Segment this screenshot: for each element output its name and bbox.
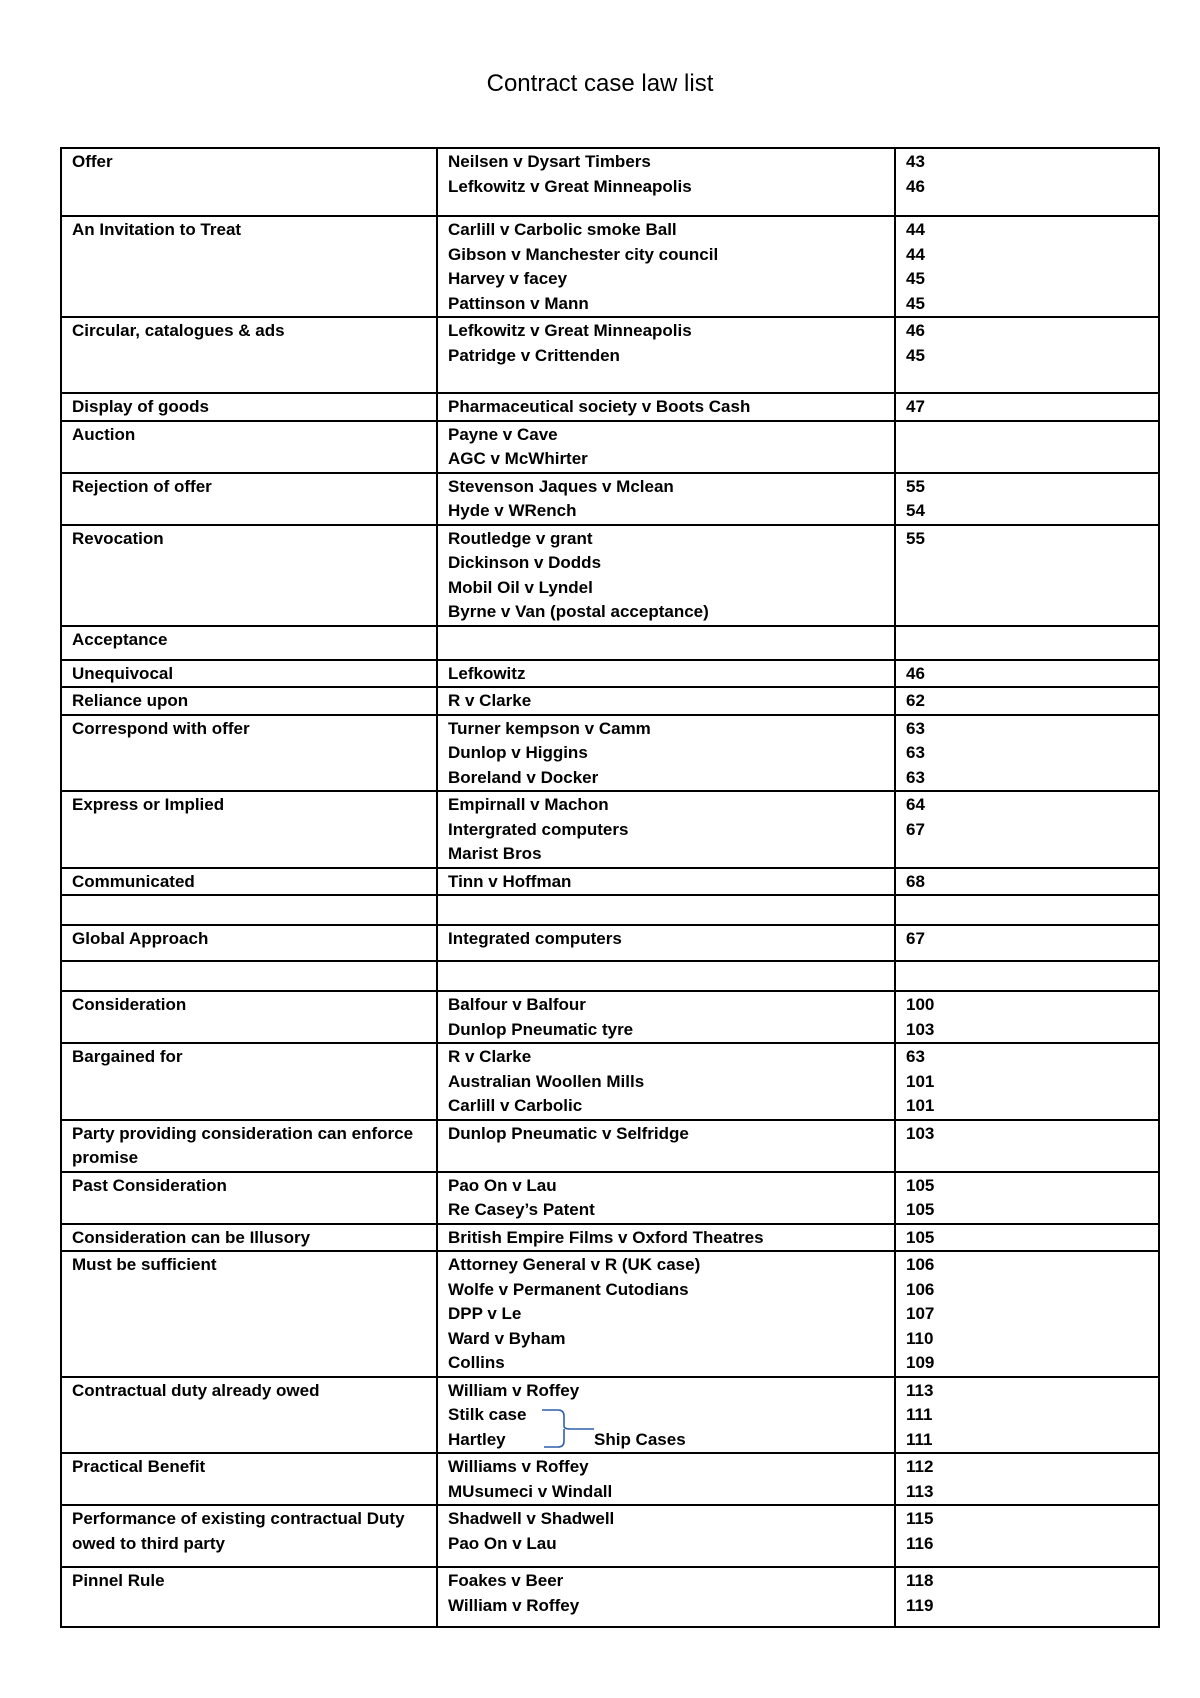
page-number: 64 — [906, 795, 925, 814]
table-row — [61, 317, 1159, 393]
case-name: Harvey v facey — [448, 269, 568, 288]
case-name: AGC v McWhirter — [448, 449, 588, 468]
page-number: 44 — [906, 220, 925, 239]
topic-cell: Consideration can be Illusory — [61, 1224, 437, 1252]
page-number: 106 — [906, 1279, 935, 1299]
case-name: Pattinson v Mann — [448, 293, 589, 313]
table-row — [61, 991, 1159, 1043]
cases-cell — [437, 317, 895, 393]
case-name: Byrne v Van (postal acceptance) — [448, 602, 709, 621]
pages-cell — [895, 1453, 1159, 1505]
table-row — [61, 148, 1159, 216]
pages-cell — [895, 868, 1159, 896]
pages-cell — [895, 1377, 1159, 1454]
topic-cell: Practical Benefit — [61, 1453, 437, 1505]
cases-cell — [437, 791, 895, 868]
topic-cell: Auction — [61, 421, 437, 473]
table-row — [61, 791, 1159, 868]
page-number: 67 — [906, 929, 925, 948]
case-name: Hyde v WRench — [448, 501, 577, 520]
table-row — [61, 1567, 1159, 1627]
case-name: Lefkowitz — [448, 663, 526, 683]
pages-cell — [895, 216, 1159, 317]
case-name: Dickinson v Dodds — [448, 553, 602, 572]
cases-cell — [437, 1453, 895, 1505]
table-row — [61, 1377, 1159, 1454]
case-name: Ward v Byham — [448, 1328, 566, 1348]
topic-cell: Offer — [61, 148, 437, 216]
page-number: 55 — [906, 528, 925, 548]
page-number: 116 — [906, 1533, 934, 1553]
page-number: 43 — [906, 152, 925, 171]
brace-annotation-icon — [540, 1407, 596, 1451]
topic-cell: Bargained for — [61, 1043, 437, 1120]
pages-cell — [895, 791, 1159, 868]
case-name: R v Clarke — [448, 691, 532, 710]
topic-cell: Unequivocal — [61, 660, 437, 688]
page-number: 112 — [906, 1457, 934, 1476]
topic-cell: Circular, catalogues & ads — [61, 317, 437, 393]
table-row — [61, 687, 1159, 715]
topic-cell: Correspond with offer — [61, 715, 437, 792]
page-number: 105 — [906, 1227, 935, 1247]
blank-row — [61, 961, 1159, 991]
pages-cell — [895, 1172, 1159, 1224]
case-name: Williams v Roffey — [448, 1457, 589, 1476]
pages-cell — [895, 525, 1159, 626]
cases-cell — [437, 148, 895, 216]
pages-cell — [895, 421, 1159, 473]
case-name: Stilk case — [448, 1405, 527, 1424]
page-number: 55 — [906, 476, 925, 496]
case-name: Dunlop Pneumatic v Selfridge — [448, 1123, 689, 1143]
page-number: 63 — [906, 1047, 925, 1066]
case-name: MUsumeci v Windall — [448, 1481, 613, 1501]
case-name: Wolfe v Permanent Cutodians — [448, 1279, 689, 1299]
case-name: Patridge v Crittenden — [448, 345, 620, 365]
page-number: 54 — [906, 501, 925, 520]
cases-cell — [437, 525, 895, 626]
case-name: Australian Woollen Mills — [448, 1071, 645, 1091]
topic-cell: Pinnel Rule — [61, 1567, 437, 1627]
case-name: Routledge v grant — [448, 528, 593, 548]
case-name: Boreland v Docker — [448, 767, 599, 787]
case-name: Balfour v Balfour — [448, 995, 586, 1014]
table-row — [61, 1251, 1159, 1377]
topic-cell: Acceptance — [61, 626, 437, 660]
cases-cell — [437, 868, 895, 896]
pages-cell — [895, 317, 1159, 393]
page-number: 44 — [906, 244, 925, 264]
page-number: 110 — [906, 1328, 934, 1348]
case-name: R v Clarke — [448, 1047, 532, 1066]
case-name: Foakes v Beer — [448, 1571, 564, 1590]
page-number: 46 — [906, 176, 925, 196]
case-name: Collins — [448, 1353, 505, 1372]
page-number: 101 — [906, 1071, 935, 1091]
topic-cell: Party providing consideration can enforce promise — [61, 1120, 437, 1172]
cases-cell — [437, 687, 895, 715]
page-number: 63 — [906, 743, 925, 762]
topic-cell: Express or Implied — [61, 791, 437, 868]
page-number: 45 — [906, 293, 925, 313]
case-name: Payne v Cave — [448, 424, 558, 444]
page-number: 103 — [906, 1019, 935, 1039]
pages-cell — [895, 715, 1159, 792]
table-row — [61, 1505, 1159, 1567]
table-row — [61, 393, 1159, 421]
page-number: 68 — [906, 871, 925, 891]
case-law-table — [60, 147, 1160, 1628]
page-title: Contract case law list — [486, 70, 714, 97]
page-number: 45 — [906, 345, 925, 365]
case-name: Integrated computers — [448, 929, 622, 948]
page-number: 118 — [906, 1571, 934, 1590]
page-number: 63 — [906, 718, 925, 738]
case-name: Pao On v Lau — [448, 1533, 557, 1553]
case-name: Carlill v Carbolic — [448, 1096, 583, 1115]
topic-cell: Rejection of offer — [61, 473, 437, 525]
blank-row — [61, 895, 1159, 925]
page-number: 106 — [906, 1255, 935, 1274]
case-name: Neilsen v Dysart Timbers — [448, 152, 651, 171]
topic-cell: Contractual duty already owed — [61, 1377, 437, 1454]
case-name: Empirnall v Machon — [448, 795, 609, 814]
page-number: 63 — [906, 767, 925, 787]
page-number: 67 — [906, 819, 925, 839]
topic-cell: An Invitation to Treat — [61, 216, 437, 317]
cases-cell — [437, 715, 895, 792]
page-number: 103 — [906, 1123, 935, 1143]
page-number: 105 — [906, 1200, 935, 1219]
case-name: Pao On v Lau — [448, 1175, 557, 1195]
table-row — [61, 868, 1159, 896]
pages-cell — [895, 148, 1159, 216]
cases-cell — [437, 660, 895, 688]
page-number: 111 — [906, 1429, 933, 1449]
cases-cell — [437, 421, 895, 473]
case-name: British Empire Films v Oxford Theatres — [448, 1227, 764, 1247]
case-name: Lefkowitz v Great Minneapolis — [448, 176, 692, 196]
ship-cases-annotation: Ship Cases — [594, 1429, 686, 1449]
page-number: 45 — [906, 269, 925, 288]
topic-cell: Communicated — [61, 868, 437, 896]
pages-cell — [895, 925, 1159, 961]
table-row — [61, 216, 1159, 317]
case-name: Hartley — [448, 1429, 506, 1449]
pages-cell — [895, 393, 1159, 421]
case-name: Dunlop Pneumatic tyre — [448, 1019, 634, 1039]
page-number: 113 — [906, 1380, 934, 1400]
pages-cell — [895, 991, 1159, 1043]
case-name: Carlill v Carbolic smoke Ball — [448, 220, 677, 239]
page-number: 105 — [906, 1175, 935, 1195]
table-row — [61, 525, 1159, 626]
table-row — [61, 1453, 1159, 1505]
pages-cell — [895, 626, 1159, 660]
table-row — [61, 715, 1159, 792]
pages-cell — [895, 473, 1159, 525]
topic-cell: Reliance upon — [61, 687, 437, 715]
cases-cell — [437, 393, 895, 421]
case-name: William v Roffey — [448, 1595, 580, 1615]
cases-cell — [437, 626, 895, 660]
pages-cell — [895, 1251, 1159, 1377]
case-name: Lefkowitz v Great Minneapolis — [448, 321, 692, 340]
table-row — [61, 1224, 1159, 1252]
cases-cell — [437, 473, 895, 525]
cases-cell — [437, 925, 895, 961]
table-row — [61, 660, 1159, 688]
cases-cell — [437, 1377, 895, 1454]
case-name: Attorney General v R (UK case) — [448, 1255, 701, 1274]
pages-cell — [895, 1043, 1159, 1120]
topic-cell: Revocation — [61, 525, 437, 626]
pages-cell — [895, 1505, 1159, 1567]
table-row — [61, 421, 1159, 473]
page-number: 115 — [906, 1509, 934, 1528]
page-number: 113 — [906, 1481, 934, 1501]
table-row — [61, 1120, 1159, 1172]
topic-cell: Display of goods — [61, 393, 437, 421]
page-number: 46 — [906, 321, 925, 340]
cases-cell — [437, 216, 895, 317]
case-name: Tinn v Hoffman — [448, 871, 572, 891]
cases-cell — [437, 1505, 895, 1567]
case-name: Turner kempson v Camm — [448, 718, 651, 738]
case-name: Dunlop v Higgins — [448, 743, 588, 762]
page-number: 62 — [906, 691, 925, 710]
topic-cell: Must be sufficient — [61, 1251, 437, 1377]
case-name: Pharmaceutical society v Boots Cash — [448, 397, 751, 416]
case-name: Mobil Oil v Lyndel — [448, 577, 593, 597]
table-row — [61, 1043, 1159, 1120]
case-name: Stevenson Jaques v Mclean — [448, 476, 674, 496]
case-name: William v Roffey — [448, 1380, 580, 1400]
cases-cell — [437, 1172, 895, 1224]
cases-cell — [437, 1567, 895, 1627]
page-number: 101 — [906, 1096, 935, 1115]
table-row — [61, 626, 1159, 660]
case-name: Marist Bros — [448, 844, 542, 863]
pages-cell — [895, 1567, 1159, 1627]
case-name: Gibson v Manchester city council — [448, 244, 719, 264]
topic-cell: Consideration — [61, 991, 437, 1043]
page-number: 107 — [906, 1304, 935, 1323]
case-name: Intergrated computers — [448, 819, 629, 839]
page-number: 109 — [906, 1353, 935, 1372]
case-name: Shadwell v Shadwell — [448, 1509, 615, 1528]
page-number: 47 — [906, 397, 925, 416]
table-row — [61, 925, 1159, 961]
page-number: 100 — [906, 995, 935, 1014]
table-row — [61, 473, 1159, 525]
topic-cell: Past Consideration — [61, 1172, 437, 1224]
table-row — [61, 1172, 1159, 1224]
topic-cell: Performance of existing contractual Duty owed to third party — [61, 1505, 437, 1567]
pages-cell — [895, 660, 1159, 688]
page-number: 119 — [906, 1595, 934, 1615]
pages-cell — [895, 1120, 1159, 1172]
cases-cell — [437, 1120, 895, 1172]
cases-cell — [437, 1043, 895, 1120]
topic-cell: Global Approach — [61, 925, 437, 961]
page-number: 111 — [906, 1405, 933, 1424]
case-name: Re Casey’s Patent — [448, 1200, 595, 1219]
cases-cell — [437, 991, 895, 1043]
cases-cell — [437, 1224, 895, 1252]
pages-cell — [895, 687, 1159, 715]
page-number: 46 — [906, 663, 925, 683]
pages-cell — [895, 1224, 1159, 1252]
case-name: DPP v Le — [448, 1304, 522, 1323]
cases-cell — [437, 1251, 895, 1377]
